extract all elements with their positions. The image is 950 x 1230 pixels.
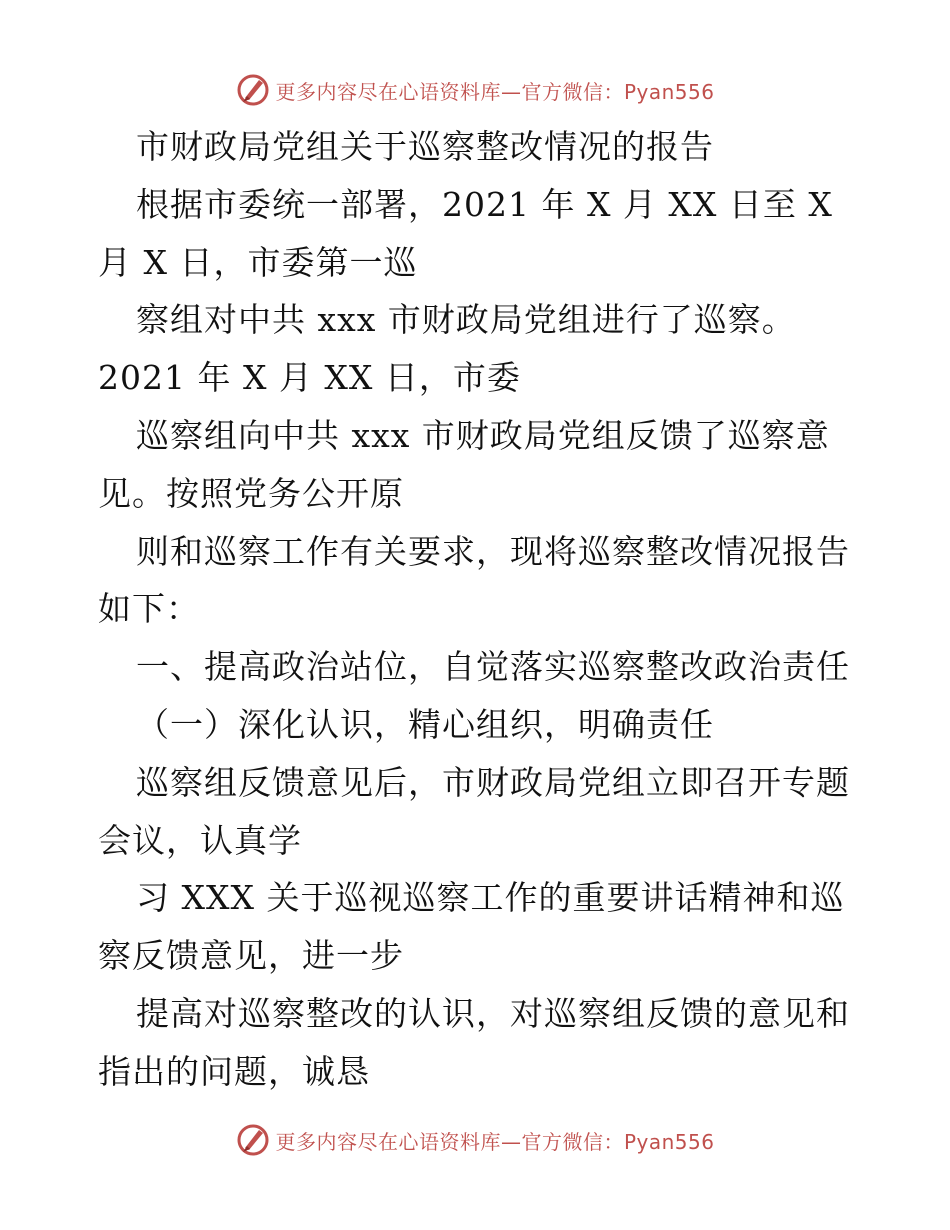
paragraph-line: 会议，认真学 bbox=[98, 820, 302, 860]
watermark-text: 更多内容尽在心语资料库—官方微信：Pyan556 bbox=[275, 79, 715, 104]
document-body bbox=[98, 118, 858, 1101]
section-heading: 一、提高政治站位，自觉落实巡察整改政治责任 bbox=[136, 647, 850, 687]
paragraph-line: 2021 年 X 月 XX 日，市委 bbox=[98, 358, 521, 398]
brush-pen-logo-icon bbox=[235, 72, 271, 108]
paragraph-line: 如下： bbox=[98, 589, 200, 629]
paragraph-line: 月 X 日，市委第一巡 bbox=[98, 242, 418, 282]
paragraph-line: 则和巡察工作有关要求，现将巡察整改情况报告 bbox=[136, 531, 850, 571]
document-title: 市财政局党组关于巡察整改情况的报告 bbox=[136, 127, 714, 166]
paragraph-line: 巡察组反馈意见后，市财政局党组立即召开专题 bbox=[136, 762, 850, 802]
paragraph-line: 巡察组向中共 xxx 市财政局党组反馈了巡察意 bbox=[136, 415, 830, 455]
paragraph-line: 根据市委统一部署，2021 年 X 月 XX 日至 X bbox=[136, 184, 833, 224]
paragraph-line: 指出的问题，诚恳 bbox=[98, 1051, 370, 1091]
header-watermark bbox=[0, 70, 950, 110]
paragraph-line: 察组对中共 xxx 市财政局党组进行了巡察。 bbox=[136, 300, 796, 340]
watermark-text: 更多内容尽在心语资料库—官方微信：Pyan556 bbox=[275, 1129, 715, 1154]
paragraph-line: 提高对巡察整改的认识，对巡察组反馈的意见和 bbox=[136, 993, 850, 1033]
paragraph-line: 察反馈意见，进一步 bbox=[98, 936, 404, 976]
paragraph-line: 见。按照党务公开原 bbox=[98, 473, 404, 513]
paragraph-line: 习 XXX 关于巡视巡察工作的重要讲话精神和巡 bbox=[136, 878, 845, 918]
footer-watermark bbox=[0, 1120, 950, 1160]
subsection-heading: （一）深化认识，精心组织，明确责任 bbox=[136, 704, 714, 744]
brush-pen-logo-icon bbox=[235, 1122, 271, 1158]
